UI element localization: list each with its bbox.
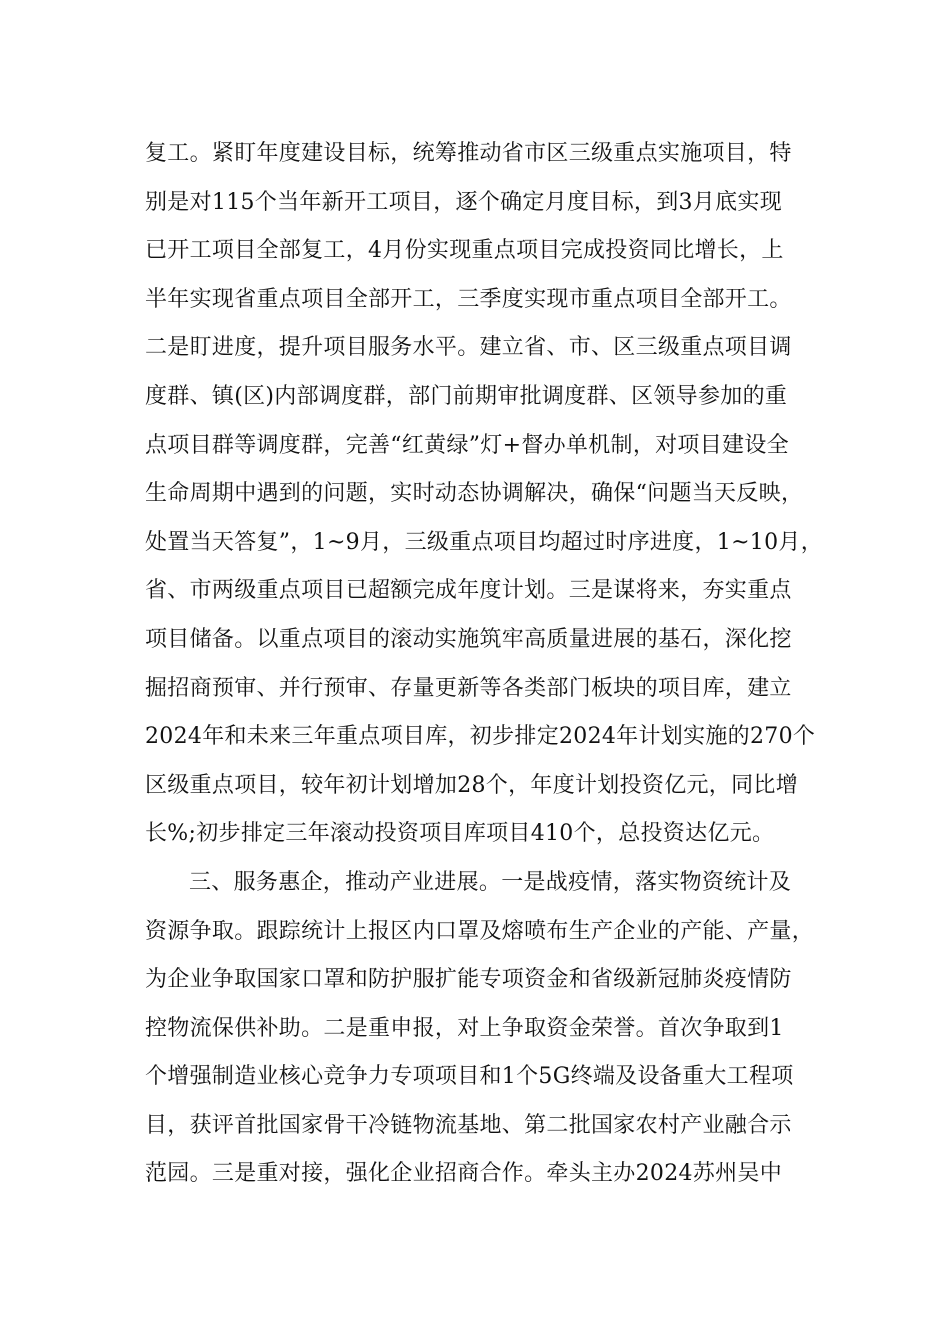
text-line: 生命周期中遇到的问题，实时动态协调解决，确保“问题当天反映， — [145, 481, 804, 507]
text-line: 目，获评首批国家骨干冷链物流基地、第二批国家农村产业融合示 — [145, 1112, 792, 1138]
text-line: 个增强制造业核心竞争力专项项目和1个5G终端及设备重大工程项 — [145, 1064, 794, 1090]
text-line: 掘招商预审、并行预审、存量更新等各类部门板块的项目库，建立 — [145, 675, 792, 701]
text-line: 资源争取。跟踪统计上报区内口罩及熔喷布生产企业的产能、产量， — [145, 918, 815, 944]
text-line: 范园。三是重对接，强化企业招商合作。牵头主办2024苏州吴中 — [145, 1161, 782, 1187]
paragraph-start-line: 三、服务惠企，推动产业进展。一是战疫情，落实物资统计及 — [189, 869, 792, 895]
text-line: 处置当天答复”，1~9月，三级重点项目均超过时序进度，1~10月， — [145, 529, 824, 555]
text-line: 半年实现省重点项目全部开工，三季度实现市重点项目全部开工。 — [145, 286, 792, 312]
text-line: 控物流保供补助。二是重申报，对上争取资金荣誉。首次争取到1 — [145, 1015, 784, 1041]
text-line: 已开工项目全部复工，4月份实现重点项目完成投资同比增长，上 — [145, 238, 784, 264]
text-line: 长%;初步排定三年滚动投资项目库项目410个，总投资达亿元。 — [145, 821, 775, 847]
text-line: 区级重点项目，较年初计划增加28个，年度计划投资亿元，同比增 — [145, 772, 798, 798]
text-line: 别是对115个当年新开工项目，逐个确定月度目标，到3月底实现 — [145, 189, 782, 215]
text-line: 省、市两级重点项目已超额完成年度计划。三是谋将来，夯实重点 — [145, 578, 792, 604]
text-line: 二是盯进度，提升项目服务水平。建立省、市、区三级重点项目调 — [145, 335, 792, 361]
text-line: 复工。紧盯年度建设目标，统筹推动省市区三级重点实施项目，特 — [145, 141, 792, 166]
text-line: 2024年和未来三年重点项目库，初步排定2024年计划实施的270个 — [145, 724, 816, 750]
text-line: 点项目群等调度群，完善“红黄绿”灯+督办单机制，对项目建设全 — [145, 432, 789, 458]
text-line: 度群、镇(区)内部调度群，部门前期审批调度群、区领导参加的重 — [145, 383, 788, 409]
text-line: 项目储备。以重点项目的滚动实施筑牢高质量进展的基石，深化挖 — [145, 626, 792, 652]
text-line: 为企业争取国家口罩和防护服扩能专项资金和省级新冠肺炎疫情防 — [145, 967, 792, 993]
document-body — [145, 130, 824, 1199]
